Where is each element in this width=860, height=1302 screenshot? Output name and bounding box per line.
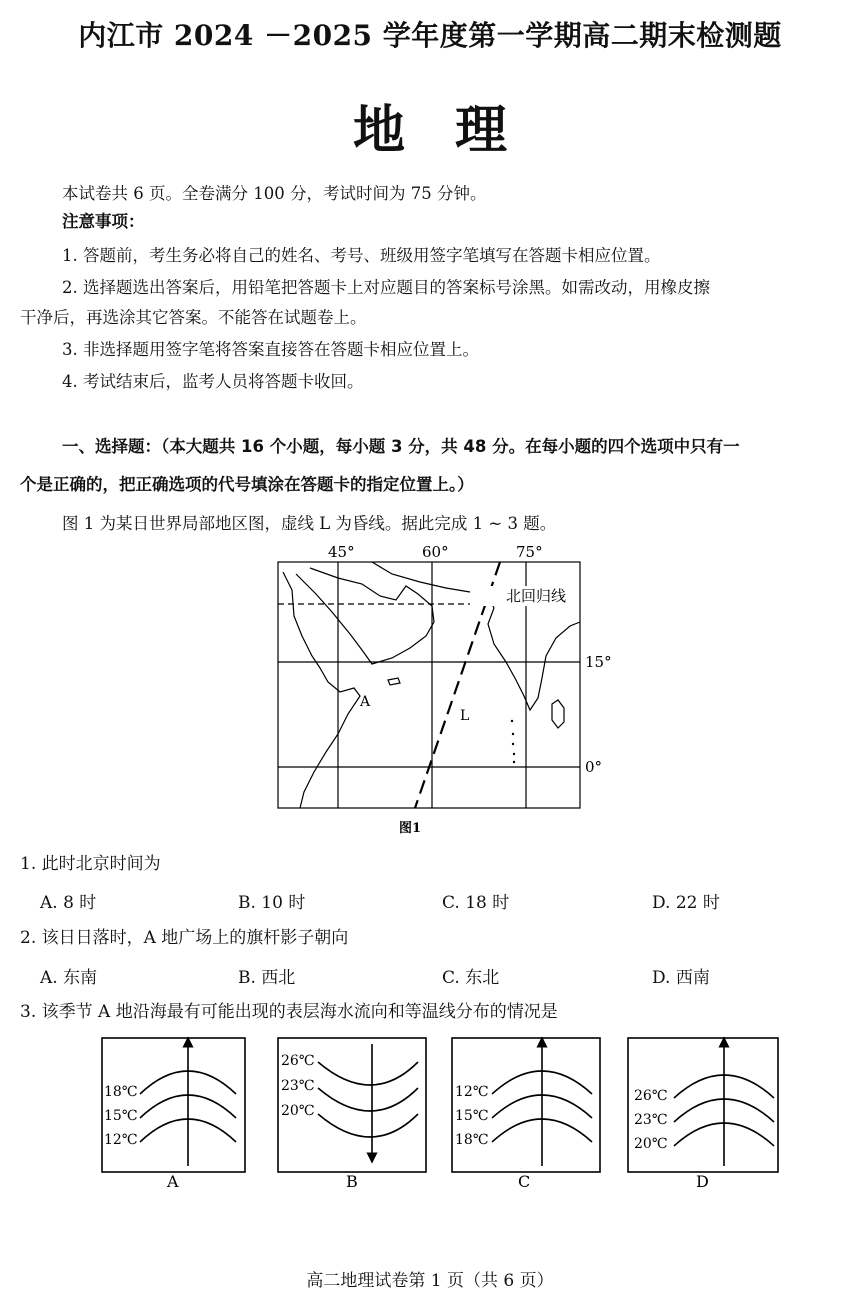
- diagram-d-temp-2: 23℃: [634, 1112, 668, 1128]
- q1-option-b[interactable]: B. 10 时: [238, 893, 306, 913]
- note-3: 3. 非选择题用签字笔将答案直接答在答题卡相应位置上。: [62, 340, 479, 359]
- lon-label-75: 75°: [516, 543, 543, 561]
- figure-1-map: [0, 538, 860, 838]
- q2-option-c[interactable]: C. 东北: [442, 968, 500, 988]
- note-2-line-2: 干净后，再选涂其它答案。不能答在试题卷上。: [20, 308, 367, 327]
- exam-title: 内江市 2024 －2025 学年度第一学期高二期末检测题: [78, 19, 782, 52]
- lon-label-60: 60°: [422, 543, 449, 561]
- diagram-a-temp-3: 12℃: [104, 1132, 138, 1148]
- page-footer: 高二地理试卷第 1 页（共 6 页）: [306, 1271, 554, 1291]
- diagram-c-label: C: [518, 1172, 531, 1191]
- diagram-c[interactable]: [452, 1038, 600, 1172]
- notes-heading: 注意事项：: [62, 212, 145, 231]
- diagram-b-label: B: [346, 1172, 358, 1191]
- diagram-a[interactable]: [102, 1038, 245, 1172]
- diagram-d-temp-1: 26℃: [634, 1088, 668, 1104]
- note-4: 4. 考试结束后，监考人员将答题卡收回。: [62, 372, 364, 391]
- section-heading-line-1: 一、选择题：（本大题共 16 个小题，每小题 3 分，共 48 分。在每小题的四个选项中只有一: [62, 437, 740, 456]
- q3-stem: 3. 该季节 A 地沿海最有可能出现的表层海水流向和等温线分布的情况是: [20, 1002, 558, 1022]
- figure-1-caption: 图1: [399, 821, 422, 836]
- note-2-line-1: 2. 选择题选出答案后，用铅笔把答题卡上对应题目的答案标号涂黑。如需改动，用橡皮擦: [62, 278, 710, 297]
- diagram-b-temp-1: 26℃: [281, 1053, 315, 1069]
- diagram-a-label: A: [167, 1172, 179, 1191]
- diagram-b-temp-3: 20℃: [281, 1103, 315, 1119]
- q3-diagrams: [0, 1034, 860, 1194]
- diagram-a-temp-2: 15℃: [104, 1108, 138, 1124]
- q2-option-d[interactable]: D. 西南: [652, 968, 710, 988]
- coastline-arabia: [296, 568, 434, 664]
- q1-stem: 1. 此时北京时间为: [20, 854, 161, 874]
- note-1: 1. 答题前，考生务必将自己的姓名、考号、班级用签字笔填写在答题卡相应位置。: [62, 246, 661, 265]
- subject-title: 地理: [352, 100, 557, 161]
- coastline-india: [488, 608, 580, 710]
- q2-option-b[interactable]: B. 西北: [238, 968, 296, 988]
- q1-option-c[interactable]: C. 18 时: [442, 893, 510, 913]
- diagram-d-label: D: [696, 1172, 709, 1191]
- coastline-africa: [283, 572, 360, 808]
- diagram-c-temp-2: 15℃: [455, 1108, 489, 1124]
- point-a-label: A: [360, 694, 371, 710]
- section-heading-line-2: 个是正确的，把正确选项的代号填涂在答题卡的指定位置上。）: [20, 475, 474, 494]
- maldive-islands: [511, 720, 515, 763]
- diagram-c-temp-3: 18℃: [455, 1132, 489, 1148]
- diagram-b-temp-2: 23℃: [281, 1078, 315, 1094]
- lon-label-45: 45°: [328, 543, 355, 561]
- diagram-d-temp-3: 20℃: [634, 1136, 668, 1152]
- diagram-a-temp-1: 18℃: [104, 1084, 138, 1100]
- figure-stem: 图 1 为某日世界局部地区图，虚线 L 为昏线。据此完成 1 ~ 3 题。: [62, 514, 557, 533]
- line-l-label: L: [460, 708, 470, 724]
- lat-label-0: 0°: [585, 758, 603, 776]
- q2-option-a[interactable]: A. 东南: [40, 968, 98, 988]
- exam-info: 本试卷共 6 页。全卷满分 100 分，考试时间为 75 分钟。: [62, 184, 487, 203]
- tropic-label: 北回归线: [506, 587, 567, 605]
- q2-stem: 2. 该日日落时，A 地广场上的旗杆影子朝向: [20, 928, 349, 948]
- diagram-c-temp-1: 12℃: [455, 1084, 489, 1100]
- socotra-island: [388, 678, 400, 685]
- lat-label-15: 15°: [585, 653, 612, 671]
- q1-option-d[interactable]: D. 22 时: [652, 893, 720, 913]
- coastline-srilanka: [552, 700, 564, 728]
- q1-option-a[interactable]: A. 8 时: [40, 893, 97, 913]
